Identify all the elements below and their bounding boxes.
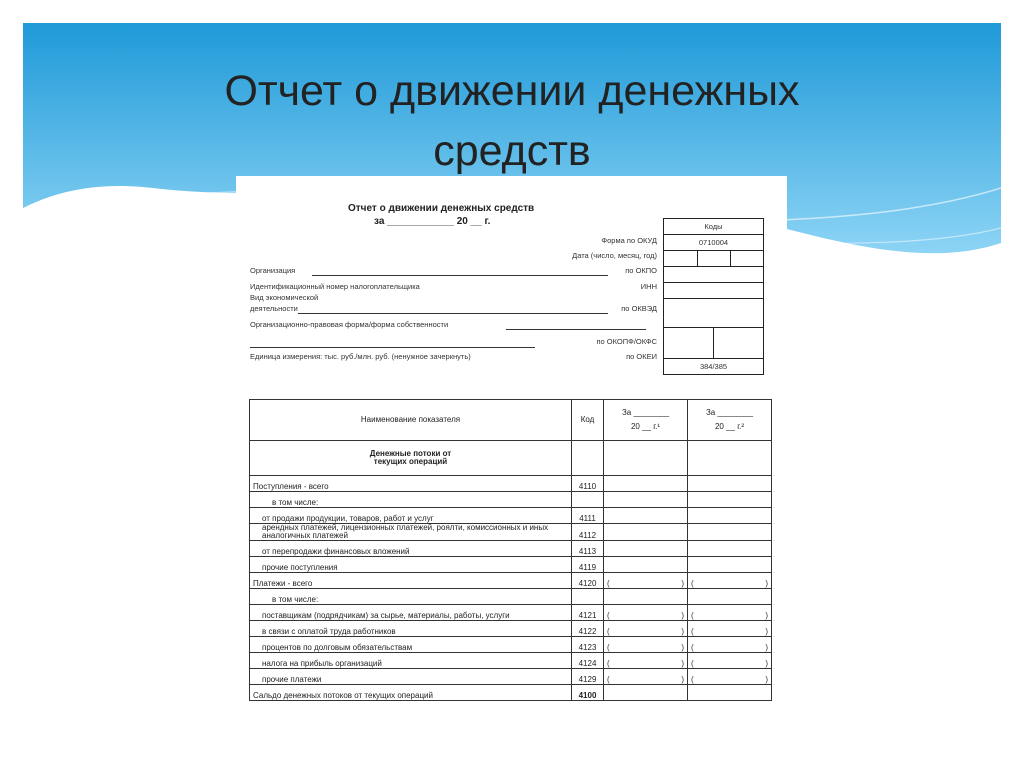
row-value-2 xyxy=(688,573,772,589)
codes-box xyxy=(663,218,764,375)
paren-close: ) xyxy=(681,579,684,588)
paren-close: ) xyxy=(765,611,768,620)
value-parentheses xyxy=(607,580,684,588)
row-code xyxy=(572,492,604,508)
value-parentheses xyxy=(691,612,768,620)
paren-open: ( xyxy=(691,611,694,620)
okei-label: по ОКЕИ xyxy=(626,352,657,361)
paren-close: ) xyxy=(765,627,768,636)
row-code: 4110 xyxy=(572,476,604,492)
row-name: Поступления - всего xyxy=(250,476,572,492)
table-row xyxy=(250,557,772,573)
inn-text-label: Идентификационный номер налогоплательщика xyxy=(250,282,420,291)
value-parentheses xyxy=(607,660,684,668)
table-row xyxy=(250,685,772,701)
row-value-2 xyxy=(688,492,772,508)
paren-open: ( xyxy=(607,659,610,668)
row-code: 4112 xyxy=(572,524,604,541)
table-row xyxy=(250,492,772,508)
paren-open: ( xyxy=(607,579,610,588)
row-code xyxy=(572,589,604,605)
value-parentheses xyxy=(691,660,768,668)
row-value-1 xyxy=(604,508,688,524)
period-1-bottom: 20 __ г.¹ xyxy=(630,422,661,431)
paren-close: ) xyxy=(765,675,768,684)
col-header-period-1 xyxy=(604,400,688,441)
row-code: 4120 xyxy=(572,573,604,589)
value-parentheses xyxy=(691,580,768,588)
row-value-2 xyxy=(688,541,772,557)
inn-code xyxy=(664,282,763,298)
section-code-empty xyxy=(572,441,604,476)
form-period: за ____________ 20 __ г. xyxy=(374,216,491,227)
okpo-code xyxy=(664,266,763,282)
table-row xyxy=(250,589,772,605)
paren-close: ) xyxy=(681,643,684,652)
row-value-1 xyxy=(604,653,688,669)
col-header-name: Наименование показателя xyxy=(250,400,572,441)
table-row xyxy=(250,476,772,492)
okved-code xyxy=(664,298,763,327)
section-title-line-1: Денежные потоки от xyxy=(369,449,452,458)
value-parentheses xyxy=(607,612,684,620)
value-parentheses xyxy=(607,676,684,684)
row-value-1 xyxy=(604,557,688,573)
period-2-top: За ________ xyxy=(705,408,754,417)
paren-close: ) xyxy=(765,579,768,588)
row-value-1 xyxy=(604,685,688,701)
paren-open: ( xyxy=(691,643,694,652)
paren-close: ) xyxy=(681,675,684,684)
organization-line xyxy=(312,275,608,276)
period-2-bottom: 20 __ г.² xyxy=(714,422,745,431)
row-code: 4113 xyxy=(572,541,604,557)
row-name: поставщикам (подрядчикам) за сырье, материалы, работы, услуги xyxy=(250,605,572,621)
paren-open: ( xyxy=(691,659,694,668)
slide-title-line-1: Отчет о движении денежных xyxy=(224,67,800,115)
value-parentheses xyxy=(607,644,684,652)
date-code xyxy=(664,250,763,266)
row-value-1 xyxy=(604,573,688,589)
row-value-2 xyxy=(688,669,772,685)
form-title: Отчет о движении денежных средств xyxy=(348,203,535,214)
value-parentheses xyxy=(691,676,768,684)
organization-label: Организация xyxy=(250,266,296,275)
row-name: от перепродажи финансовых вложений xyxy=(250,541,572,557)
row-value-1 xyxy=(604,492,688,508)
row-value-2 xyxy=(688,557,772,573)
row-value-2 xyxy=(688,653,772,669)
row-name: в том числе: xyxy=(250,492,572,508)
row-value-2 xyxy=(688,605,772,621)
row-code: 4111 xyxy=(572,508,604,524)
row-code: 4121 xyxy=(572,605,604,621)
cash-flow-form-image xyxy=(236,176,787,767)
row-value-2 xyxy=(688,589,772,605)
okopf-code xyxy=(664,327,763,358)
table-row xyxy=(250,653,772,669)
row-value-1 xyxy=(604,605,688,621)
row-value-2 xyxy=(688,476,772,492)
section-title xyxy=(250,441,572,476)
table-row xyxy=(250,605,772,621)
row-name: от продажи продукции, товаров, работ и услуг xyxy=(250,508,572,524)
row-code: 4129 xyxy=(572,669,604,685)
paren-open: ( xyxy=(691,627,694,636)
row-value-2 xyxy=(688,637,772,653)
paren-close: ) xyxy=(681,627,684,636)
inn-label: ИНН xyxy=(640,282,657,291)
col-header-period-2 xyxy=(688,400,772,441)
section-title-row xyxy=(250,441,772,476)
paren-close: ) xyxy=(765,643,768,652)
row-value-1 xyxy=(604,637,688,653)
row-name: прочие платежи xyxy=(250,669,572,685)
unit-label: Единица измерения: тыс. руб./млн. руб. (ненужное зачеркнуть) xyxy=(250,352,471,361)
activity-line xyxy=(298,313,608,314)
okud-label: Форма по ОКУД xyxy=(601,236,657,245)
table-row xyxy=(250,637,772,653)
okved-label: по ОКВЭД xyxy=(621,304,657,313)
slide xyxy=(23,23,1001,767)
legal-form-line xyxy=(506,329,646,330)
row-name: прочие поступления xyxy=(250,557,572,573)
table-row xyxy=(250,669,772,685)
row-value-2 xyxy=(688,621,772,637)
date-label: Дата (число, месяц, год) xyxy=(572,251,657,260)
row-name: процентов по долговым обязательствам xyxy=(250,637,572,653)
paren-open: ( xyxy=(607,675,610,684)
col-header-code: Код xyxy=(572,400,604,441)
row-name: налога на прибыль организаций xyxy=(250,653,572,669)
paren-close: ) xyxy=(681,611,684,620)
codes-header: Коды xyxy=(704,222,723,231)
cash-flow-table xyxy=(249,399,772,701)
legal-form-label: Организационно-правовая форма/форма собственности xyxy=(250,320,449,329)
row-name: Платежи - всего xyxy=(250,573,572,589)
value-parentheses xyxy=(691,628,768,636)
paren-open: ( xyxy=(607,627,610,636)
paren-open: ( xyxy=(607,643,610,652)
row-name: Сальдо денежных потоков от текущих операций xyxy=(250,685,572,701)
paren-open: ( xyxy=(691,675,694,684)
paren-close: ) xyxy=(765,659,768,668)
row-code: 4124 xyxy=(572,653,604,669)
row-value-1 xyxy=(604,621,688,637)
value-parentheses xyxy=(607,628,684,636)
row-value-2 xyxy=(688,524,772,541)
row-value-1 xyxy=(604,476,688,492)
paren-close: ) xyxy=(681,659,684,668)
section-title-line-2: текущих операций xyxy=(373,457,448,466)
activity-label-2: деятельности xyxy=(250,304,298,313)
row-value-1 xyxy=(604,541,688,557)
slide-title-line-2: средств xyxy=(433,127,591,175)
row-code: 4119 xyxy=(572,557,604,573)
okud-code: 0710004 xyxy=(664,234,763,250)
slide-title xyxy=(23,61,1001,181)
table-row xyxy=(250,621,772,637)
legal-form-line-2 xyxy=(250,347,535,348)
table-row xyxy=(250,573,772,589)
activity-label-1: Вид экономической xyxy=(250,293,319,302)
section-val-1-empty xyxy=(604,441,688,476)
table-row xyxy=(250,508,772,524)
row-code: 4122 xyxy=(572,621,604,637)
okpo-label: по ОКПО xyxy=(625,266,657,275)
row-value-2 xyxy=(688,508,772,524)
okopf-label: по ОКОПФ/ОКФС xyxy=(596,337,657,346)
row-name: в связи с оплатой труда работников xyxy=(250,621,572,637)
row-code: 4123 xyxy=(572,637,604,653)
row-value-1 xyxy=(604,669,688,685)
paren-open: ( xyxy=(607,611,610,620)
table-header-row xyxy=(250,400,772,441)
row-value-1 xyxy=(604,524,688,541)
row-name: арендных платежей, лицензионных платежей, роялти, комиссионных и иных аналогичных платежей xyxy=(250,524,572,541)
paren-open: ( xyxy=(691,579,694,588)
row-code: 4100 xyxy=(572,685,604,701)
row-value-2 xyxy=(688,685,772,701)
table-row xyxy=(250,524,772,541)
okei-code: 384/385 xyxy=(664,358,763,374)
row-name: в том числе: xyxy=(250,589,572,605)
period-1-top: За ________ xyxy=(621,408,670,417)
row-value-1 xyxy=(604,589,688,605)
table-row xyxy=(250,541,772,557)
section-val-2-empty xyxy=(688,441,772,476)
value-parentheses xyxy=(691,644,768,652)
